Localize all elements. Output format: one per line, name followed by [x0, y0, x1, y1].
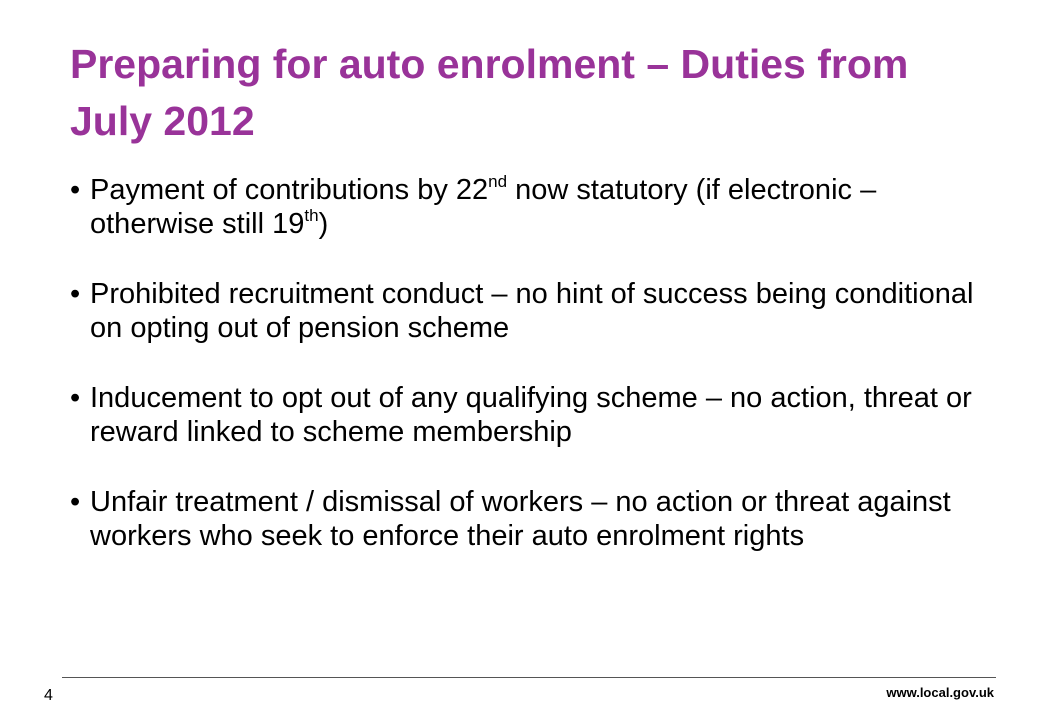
bullet-text-part: ) [318, 208, 329, 240]
slide-title: Preparing for auto enrolment – Duties from July 2012 [70, 41, 909, 144]
ordinal-suffix: th [304, 206, 319, 225]
bullet-text: Prohibited recruitment conduct – no hint of success being conditional on opting out of pension scheme [90, 278, 974, 344]
footer-divider [62, 677, 996, 678]
bullet-icon: • [70, 278, 81, 310]
bullet-item-inducement [70, 381, 1000, 449]
footer-url: www.local.gov.uk [886, 685, 994, 700]
slide-number: 4 [44, 687, 53, 704]
bullet-icon: • [70, 174, 81, 206]
bullet-text-part: Payment of contributions by 22 [90, 174, 489, 206]
ordinal-suffix: nd [488, 172, 508, 191]
bullet-text: Inducement to opt out of any qualifying scheme – no action, threat or reward linked to scheme membership [90, 382, 972, 448]
bullet-item-unfair-treatment [70, 485, 1000, 553]
bullet-icon: • [70, 486, 81, 518]
bullet-icon: • [70, 382, 81, 414]
bullet-text: Unfair treatment / dismissal of workers – no action or threat against workers who seek to enforce their auto enrolment rights [90, 486, 951, 552]
bullet-item-contributions [70, 173, 1000, 241]
bullet-list [70, 173, 1000, 553]
bullet-item-recruitment [70, 277, 1000, 345]
bullet-text-part: now statutory (if electronic – otherwise still 19 [90, 174, 877, 240]
